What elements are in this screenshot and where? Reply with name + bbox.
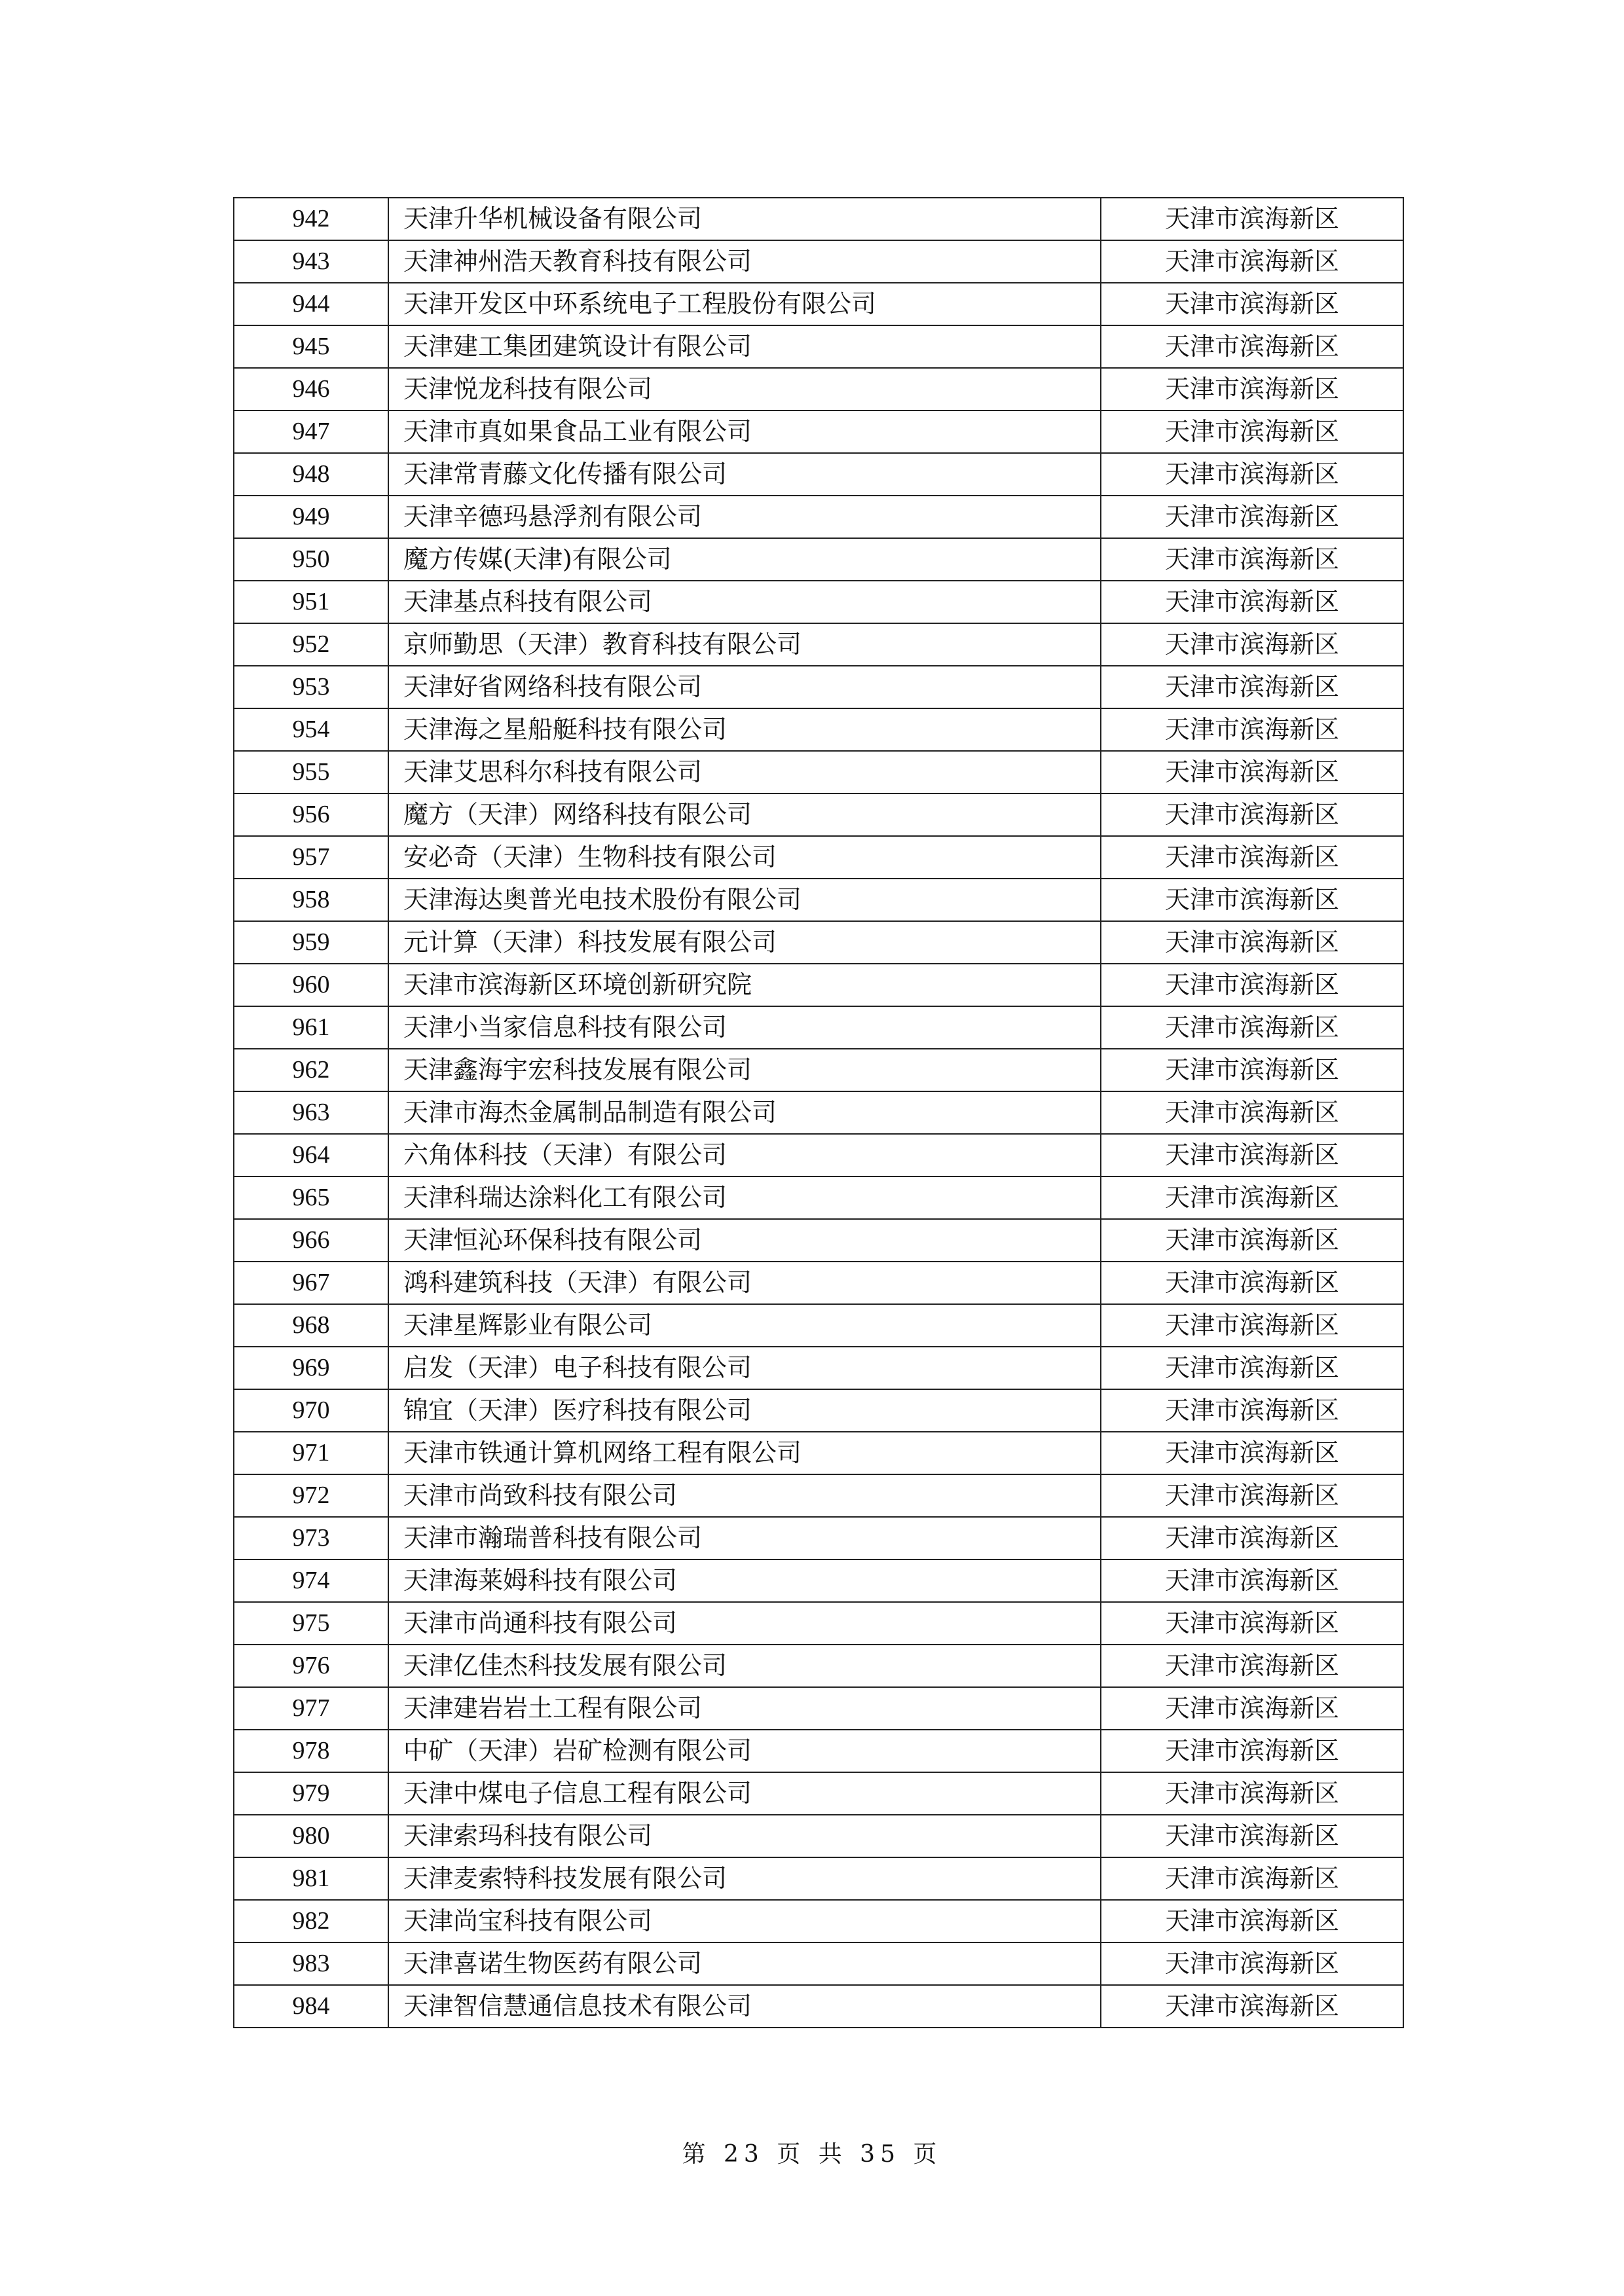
table-row (234, 1262, 1403, 1304)
row-number-cell: 952 (234, 623, 388, 666)
region-cell: 天津市滨海新区 (1101, 623, 1403, 666)
table-row (234, 1772, 1403, 1815)
row-number-cell: 977 (234, 1687, 388, 1730)
row-number-cell: 955 (234, 751, 388, 793)
table-row (234, 1347, 1403, 1389)
region-cell: 天津市滨海新区 (1101, 325, 1403, 368)
company-name-cell: 天津市真如果食品工业有限公司 (388, 410, 1101, 453)
company-name-cell: 元计算（天津）科技发展有限公司 (388, 921, 1101, 964)
region-cell: 天津市滨海新区 (1101, 879, 1403, 921)
company-name-cell: 天津市滨海新区环境创新研究院 (388, 964, 1101, 1006)
row-number-cell: 945 (234, 325, 388, 368)
table-row (234, 1645, 1403, 1687)
table-row (234, 623, 1403, 666)
region-cell: 天津市滨海新区 (1101, 1347, 1403, 1389)
table-row (234, 1219, 1403, 1262)
company-name-cell: 天津市尚致科技有限公司 (388, 1474, 1101, 1517)
row-number-cell: 980 (234, 1815, 388, 1857)
region-cell: 天津市滨海新区 (1101, 581, 1403, 623)
company-name-cell: 启发（天津）电子科技有限公司 (388, 1347, 1101, 1389)
table-row (234, 368, 1403, 410)
company-table-body (234, 198, 1403, 2028)
table-row (234, 1900, 1403, 1942)
region-cell: 天津市滨海新区 (1101, 836, 1403, 879)
row-number-cell: 953 (234, 666, 388, 708)
company-name-cell: 天津海莱姆科技有限公司 (388, 1559, 1101, 1602)
company-name-cell: 天津海之星船艇科技有限公司 (388, 708, 1101, 751)
region-cell: 天津市滨海新区 (1101, 410, 1403, 453)
table-row (234, 1730, 1403, 1772)
table-row (234, 1176, 1403, 1219)
company-name-cell: 京师勤思（天津）教育科技有限公司 (388, 623, 1101, 666)
row-number-cell: 981 (234, 1857, 388, 1900)
row-number-cell: 958 (234, 879, 388, 921)
company-name-cell: 天津小当家信息科技有限公司 (388, 1006, 1101, 1049)
region-cell: 天津市滨海新区 (1101, 921, 1403, 964)
region-cell: 天津市滨海新区 (1101, 1389, 1403, 1432)
company-name-cell: 天津常青藤文化传播有限公司 (388, 453, 1101, 496)
company-name-cell: 天津基点科技有限公司 (388, 581, 1101, 623)
region-cell: 天津市滨海新区 (1101, 1432, 1403, 1474)
row-number-cell: 957 (234, 836, 388, 879)
row-number-cell: 978 (234, 1730, 388, 1772)
company-name-cell: 魔方传媒(天津)有限公司 (388, 538, 1101, 581)
region-cell: 天津市滨海新区 (1101, 1219, 1403, 1262)
table-row (234, 198, 1403, 240)
company-name-cell: 天津亿佳杰科技发展有限公司 (388, 1645, 1101, 1687)
row-number-cell: 979 (234, 1772, 388, 1815)
table-row (234, 538, 1403, 581)
table-row (234, 1687, 1403, 1730)
table-row (234, 1389, 1403, 1432)
table-row (234, 1815, 1403, 1857)
table-row (234, 1134, 1403, 1176)
row-number-cell: 942 (234, 198, 388, 240)
region-cell: 天津市滨海新区 (1101, 496, 1403, 538)
company-name-cell: 鸿科建筑科技（天津）有限公司 (388, 1262, 1101, 1304)
company-name-cell: 天津恒沁环保科技有限公司 (388, 1219, 1101, 1262)
region-cell: 天津市滨海新区 (1101, 283, 1403, 325)
region-cell: 天津市滨海新区 (1101, 538, 1403, 581)
table-row (234, 1049, 1403, 1091)
table-row (234, 964, 1403, 1006)
table-row (234, 1857, 1403, 1900)
region-cell: 天津市滨海新区 (1101, 1772, 1403, 1815)
company-name-cell: 天津市铁通计算机网络工程有限公司 (388, 1432, 1101, 1474)
company-name-cell: 天津好省网络科技有限公司 (388, 666, 1101, 708)
table-row (234, 793, 1403, 836)
row-number-cell: 961 (234, 1006, 388, 1049)
region-cell: 天津市滨海新区 (1101, 1091, 1403, 1134)
table-row (234, 325, 1403, 368)
region-cell: 天津市滨海新区 (1101, 1262, 1403, 1304)
region-cell: 天津市滨海新区 (1101, 1517, 1403, 1559)
row-number-cell: 960 (234, 964, 388, 1006)
company-name-cell: 天津悦龙科技有限公司 (388, 368, 1101, 410)
table-row (234, 1006, 1403, 1049)
region-cell: 天津市滨海新区 (1101, 1176, 1403, 1219)
region-cell: 天津市滨海新区 (1101, 964, 1403, 1006)
table-row (234, 1559, 1403, 1602)
region-cell: 天津市滨海新区 (1101, 1985, 1403, 2028)
page-number-footer: 第 23 页 共 35 页 (682, 2141, 942, 2168)
table-row (234, 581, 1403, 623)
company-name-cell: 天津索玛科技有限公司 (388, 1815, 1101, 1857)
company-name-cell: 天津星辉影业有限公司 (388, 1304, 1101, 1347)
row-number-cell: 959 (234, 921, 388, 964)
company-name-cell: 天津辛德玛悬浮剂有限公司 (388, 496, 1101, 538)
table-row (234, 1304, 1403, 1347)
row-number-cell: 948 (234, 453, 388, 496)
company-name-cell: 天津市尚通科技有限公司 (388, 1602, 1101, 1645)
region-cell: 天津市滨海新区 (1101, 1857, 1403, 1900)
company-name-cell: 天津鑫海宇宏科技发展有限公司 (388, 1049, 1101, 1091)
region-cell: 天津市滨海新区 (1101, 1730, 1403, 1772)
region-cell: 天津市滨海新区 (1101, 240, 1403, 283)
table-row (234, 1985, 1403, 2028)
company-name-cell: 中矿（天津）岩矿检测有限公司 (388, 1730, 1101, 1772)
row-number-cell: 946 (234, 368, 388, 410)
company-name-cell: 天津升华机械设备有限公司 (388, 198, 1101, 240)
row-number-cell: 951 (234, 581, 388, 623)
region-cell: 天津市滨海新区 (1101, 1134, 1403, 1176)
row-number-cell: 976 (234, 1645, 388, 1687)
region-cell: 天津市滨海新区 (1101, 1942, 1403, 1985)
row-number-cell: 954 (234, 708, 388, 751)
company-name-cell: 魔方（天津）网络科技有限公司 (388, 793, 1101, 836)
table-row (234, 836, 1403, 879)
row-number-cell: 974 (234, 1559, 388, 1602)
company-name-cell: 六角体科技（天津）有限公司 (388, 1134, 1101, 1176)
region-cell: 天津市滨海新区 (1101, 1687, 1403, 1730)
region-cell: 天津市滨海新区 (1101, 1474, 1403, 1517)
row-number-cell: 949 (234, 496, 388, 538)
region-cell: 天津市滨海新区 (1101, 751, 1403, 793)
row-number-cell: 963 (234, 1091, 388, 1134)
table-row (234, 410, 1403, 453)
company-name-cell: 天津海达奥普光电技术股份有限公司 (388, 879, 1101, 921)
region-cell: 天津市滨海新区 (1101, 1900, 1403, 1942)
row-number-cell: 970 (234, 1389, 388, 1432)
row-number-cell: 967 (234, 1262, 388, 1304)
region-cell: 天津市滨海新区 (1101, 368, 1403, 410)
region-cell: 天津市滨海新区 (1101, 666, 1403, 708)
row-number-cell: 982 (234, 1900, 388, 1942)
table-row (234, 751, 1403, 793)
row-number-cell: 971 (234, 1432, 388, 1474)
region-cell: 天津市滨海新区 (1101, 1645, 1403, 1687)
table-row (234, 666, 1403, 708)
company-name-cell: 天津喜诺生物医药有限公司 (388, 1942, 1101, 1985)
table-row (234, 708, 1403, 751)
table-row (234, 1432, 1403, 1474)
row-number-cell: 972 (234, 1474, 388, 1517)
region-cell: 天津市滨海新区 (1101, 708, 1403, 751)
company-name-cell: 天津开发区中环系统电子工程股份有限公司 (388, 283, 1101, 325)
company-name-cell: 天津智信慧通信息技术有限公司 (388, 1985, 1101, 2028)
region-cell: 天津市滨海新区 (1101, 198, 1403, 240)
row-number-cell: 962 (234, 1049, 388, 1091)
company-name-cell: 天津建工集团建筑设计有限公司 (388, 325, 1101, 368)
region-cell: 天津市滨海新区 (1101, 1304, 1403, 1347)
table-row (234, 1602, 1403, 1645)
company-name-cell: 天津中煤电子信息工程有限公司 (388, 1772, 1101, 1815)
row-number-cell: 973 (234, 1517, 388, 1559)
row-number-cell: 969 (234, 1347, 388, 1389)
row-number-cell: 984 (234, 1985, 388, 2028)
company-table (233, 197, 1404, 2028)
table-row (234, 1474, 1403, 1517)
row-number-cell: 950 (234, 538, 388, 581)
row-number-cell: 968 (234, 1304, 388, 1347)
company-name-cell: 天津市瀚瑞普科技有限公司 (388, 1517, 1101, 1559)
company-name-cell: 天津麦索特科技发展有限公司 (388, 1857, 1101, 1900)
row-number-cell: 983 (234, 1942, 388, 1985)
row-number-cell: 965 (234, 1176, 388, 1219)
row-number-cell: 947 (234, 410, 388, 453)
company-name-cell: 天津市海杰金属制品制造有限公司 (388, 1091, 1101, 1134)
table-row (234, 1517, 1403, 1559)
region-cell: 天津市滨海新区 (1101, 453, 1403, 496)
region-cell: 天津市滨海新区 (1101, 1006, 1403, 1049)
region-cell: 天津市滨海新区 (1101, 1602, 1403, 1645)
table-row (234, 453, 1403, 496)
row-number-cell: 944 (234, 283, 388, 325)
row-number-cell: 943 (234, 240, 388, 283)
table-row (234, 240, 1403, 283)
company-name-cell: 安必奇（天津）生物科技有限公司 (388, 836, 1101, 879)
row-number-cell: 975 (234, 1602, 388, 1645)
region-cell: 天津市滨海新区 (1101, 793, 1403, 836)
company-name-cell: 锦宜（天津）医疗科技有限公司 (388, 1389, 1101, 1432)
region-cell: 天津市滨海新区 (1101, 1815, 1403, 1857)
table-row (234, 283, 1403, 325)
region-cell: 天津市滨海新区 (1101, 1049, 1403, 1091)
company-name-cell: 天津神州浩天教育科技有限公司 (388, 240, 1101, 283)
region-cell: 天津市滨海新区 (1101, 1559, 1403, 1602)
company-name-cell: 天津科瑞达涂料化工有限公司 (388, 1176, 1101, 1219)
table-row (234, 1942, 1403, 1985)
row-number-cell: 956 (234, 793, 388, 836)
company-name-cell: 天津艾思科尔科技有限公司 (388, 751, 1101, 793)
row-number-cell: 964 (234, 1134, 388, 1176)
company-name-cell: 天津尚宝科技有限公司 (388, 1900, 1101, 1942)
row-number-cell: 966 (234, 1219, 388, 1262)
table-row (234, 921, 1403, 964)
table-row (234, 1091, 1403, 1134)
table-row (234, 496, 1403, 538)
company-name-cell: 天津建岩岩土工程有限公司 (388, 1687, 1101, 1730)
table-row (234, 879, 1403, 921)
